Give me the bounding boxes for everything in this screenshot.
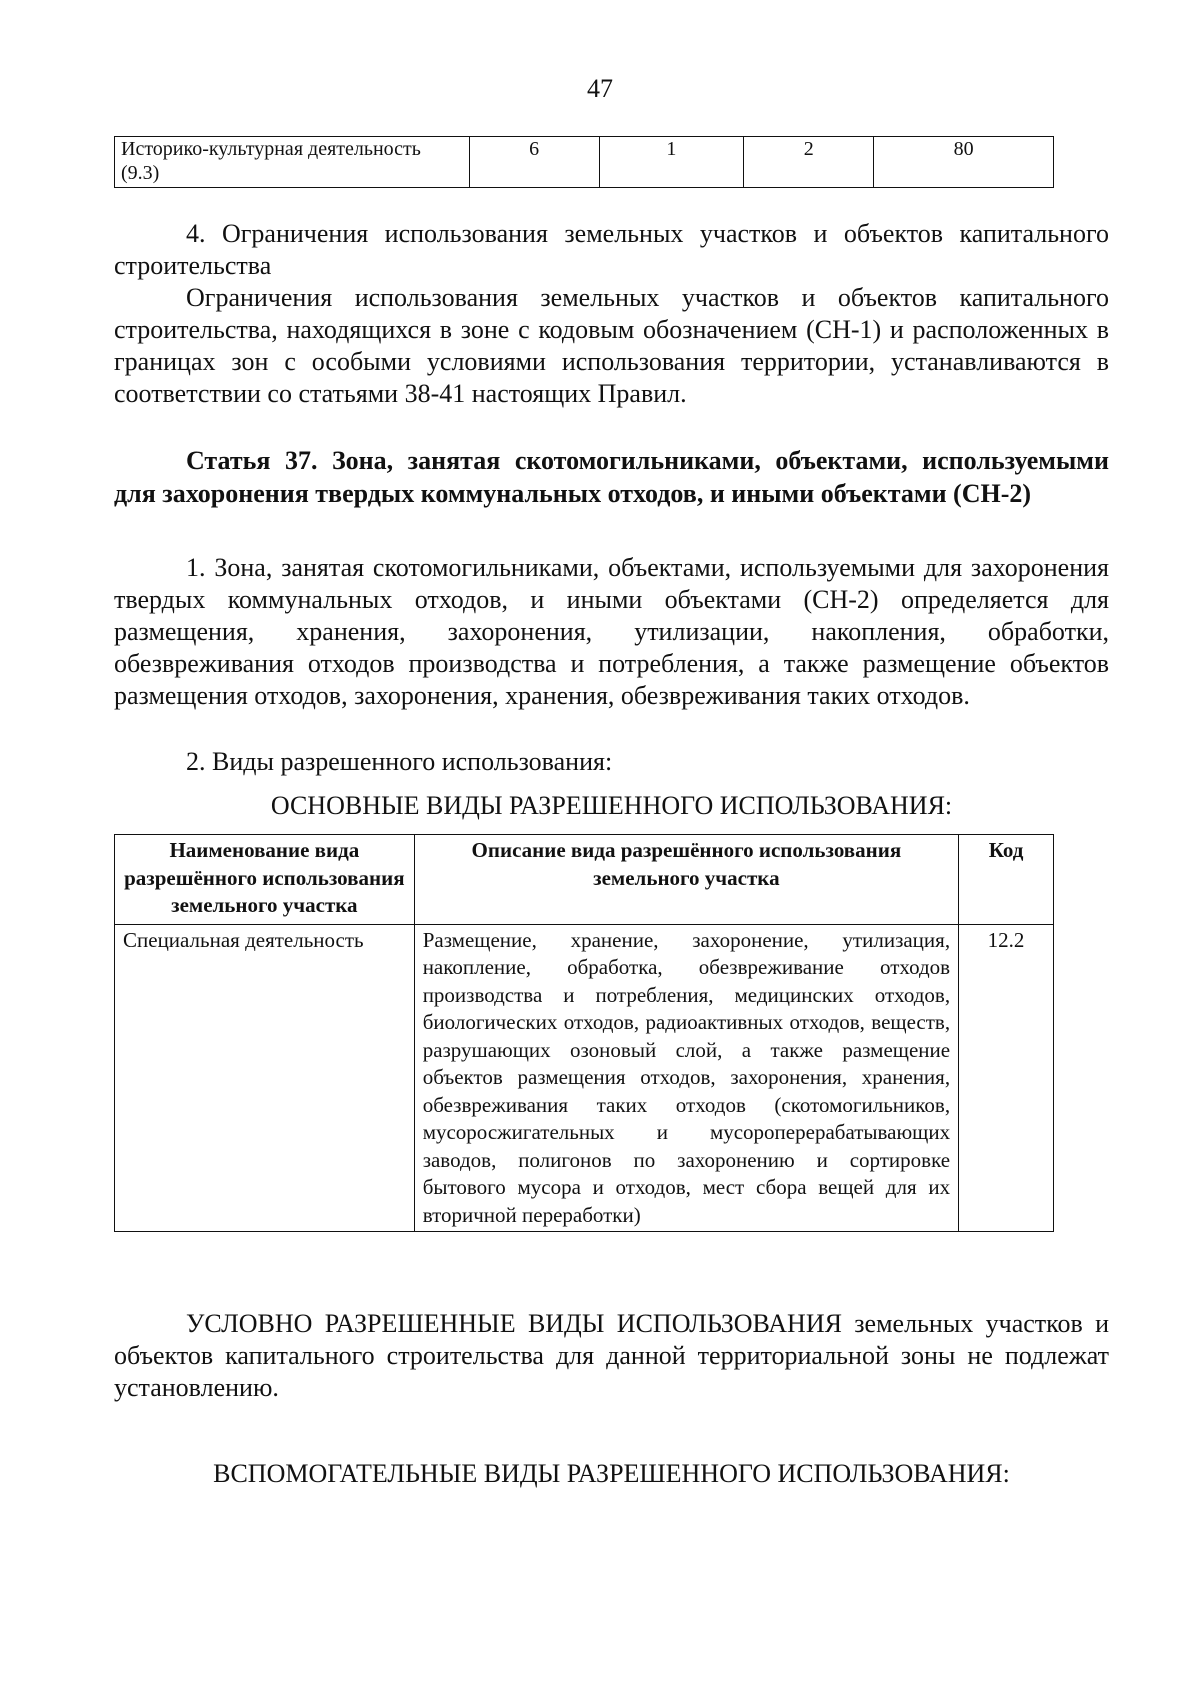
page-number: 47 [587, 74, 613, 103]
table-row [115, 924, 1054, 1232]
value-cell-1: 6 [469, 137, 599, 188]
article-37-paragraph-2: 2. Виды разрешенного использования: [186, 747, 613, 776]
conditional-uses-text: УСЛОВНО РАЗРЕШЕННЫЕ ВИДЫ ИСПОЛЬЗОВАНИЯ земельных участков и объектов капитального строительства для данной территориальной зоны не подлежат установлению. [114, 1309, 1109, 1402]
use-description-cell: Размещение, хранение, захоронение, утилизация, накопление, обработка, обезвреживание отходов производства и потребления, медицинских отходов, биологических отходов, радиоактивных отходов, веществ, разрушающих озоновый слой, а также размещение объектов размещения отходов, захоронения, хранения, обезвреживания таких отходов (скотомогильников, мусоросжигательных и мусороперерабатывающих заводов, полигонов по захоронению и сортировке бытового мусора и отходов, мест сбора вещей для их вторичной переработки) [414, 924, 958, 1232]
auxiliary-uses-heading: ВСПОМОГАТЕЛЬНЫЕ ВИДЫ РАЗРЕШЕННОГО ИСПОЛЬЗОВАНИЯ: [213, 1459, 1010, 1488]
article-37-paragraph-1: 1. Зона, занятая скотомогильниками, объектами, используемыми для захоронения твердых коммунальных отходов, и иными объектами (СН-2) определяется для размещения, хранения, захоронения, утилизации, накопления, обработки, обезвреживания отходов производства и потребления, а также размещение объектов размещения отходов, захоронения, хранения, обезвреживания таких отходов. [114, 553, 1109, 710]
table-row [115, 137, 1054, 188]
article-37-title: Статья 37. Зона, занятая скотомогильниками, объектами, используемыми для захоронения твердых коммунальных отходов, и иными объектами (СН-2) [114, 446, 1109, 508]
use-code-cell: 12.2 [959, 924, 1054, 1232]
section-4-body: Ограничения использования земельных участков и объектов капитального строительства, находящихся в зоне с кодовым обозначением (СН-1) и расположенных в границах зон с особыми условиями использования территории, устанавливаются в соответствии со статьями 38-41 настоящих Правил. [114, 283, 1109, 408]
continuation-table [114, 136, 1054, 188]
use-name-cell: Историко-культурная деятельность (9.3) [115, 137, 470, 188]
table-header-row [115, 835, 1054, 925]
main-uses-heading: ОСНОВНЫЕ ВИДЫ РАЗРЕШЕННОГО ИСПОЛЬЗОВАНИЯ: [270, 791, 953, 820]
value-cell-2: 1 [599, 137, 744, 188]
section-4-title: 4. Ограничения использования земельных участков и объектов капитального строительства [114, 219, 1109, 280]
value-cell-3: 2 [744, 137, 874, 188]
column-header-description: Описание вида разрешённого использования земельного участка [414, 835, 958, 925]
column-header-name: Наименование вида разрешённого использования земельного участка [115, 835, 415, 925]
column-header-code: Код [959, 835, 1054, 925]
value-cell-4: 80 [874, 137, 1054, 188]
main-uses-table [114, 834, 1054, 1232]
use-name-cell: Специальная деятельность [115, 924, 415, 1232]
